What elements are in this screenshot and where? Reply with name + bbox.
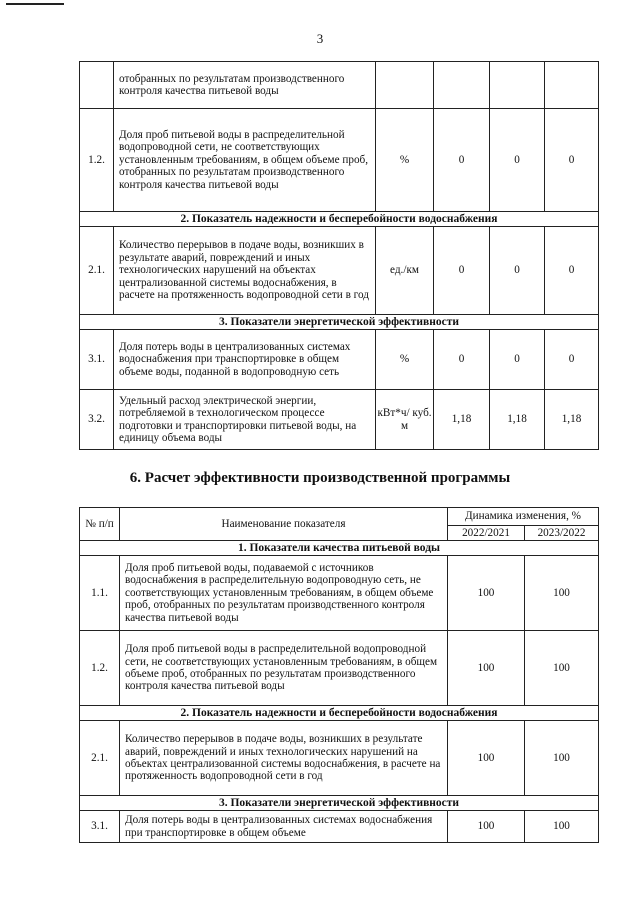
value-cell: 1,18: [434, 390, 490, 450]
header-row: [80, 508, 599, 526]
indicator-name: Доля потерь воды в централизованных системах водоснабжения при транспортировке в общем объеме: [120, 811, 448, 843]
value-cell: 100: [525, 721, 599, 796]
table-row: [80, 390, 599, 450]
table-row: [80, 330, 599, 390]
section-row: [80, 541, 599, 556]
indicator-name: Доля потерь воды в централизованных системах водоснабжения при транспортировке в общем объеме воды, поданной в водопроводную сеть: [114, 330, 376, 390]
row-number: 2.1.: [80, 227, 114, 315]
page-number: 3: [316, 31, 324, 46]
section-row: [80, 212, 599, 227]
row-number: 3.1.: [80, 811, 120, 843]
value-cell: 0: [490, 227, 545, 315]
value-cell: 100: [448, 556, 525, 631]
value-cell: [434, 62, 490, 109]
header-rule: [6, 3, 64, 5]
indicator-name: Доля проб питьевой воды, подаваемой с источников водоснабжения в распределительную водопроводную сеть, не соответствующих установленным требованиям, в общем объеме проб, отобранных по результатам производственного контроля качества питьевой воды: [120, 556, 448, 631]
table-row: [80, 227, 599, 315]
table-row: [80, 631, 599, 706]
row-number: 2.1.: [80, 721, 120, 796]
row-number: 1.2.: [80, 631, 120, 706]
efficiency-table: [79, 507, 599, 843]
indicator-name: Доля проб питьевой воды в распределительной водопроводной сети, не соответствующих установленным требованиям, в общем объеме проб, отобранных по результатам производственного контроля качества питьевой воды: [120, 631, 448, 706]
table-row: [80, 721, 599, 796]
value-cell: 0: [545, 227, 599, 315]
row-number: 1.1.: [80, 556, 120, 631]
value-cell: 0: [545, 330, 599, 390]
value-cell: [490, 62, 545, 109]
section-title: 3. Показатели энергетической эффективности: [80, 315, 599, 330]
section-row: [80, 706, 599, 721]
header-period: 2022/2021: [448, 526, 525, 541]
unit-cell: %: [376, 109, 434, 212]
indicator-name: отобранных по результатам производственного контроля качества питьевой воды: [114, 62, 376, 109]
value-cell: 1,18: [490, 390, 545, 450]
section-row: [80, 315, 599, 330]
unit-cell: кВт*ч/ куб. м: [376, 390, 434, 450]
section-title: 2. Показатель надежности и бесперебойности водоснабжения: [80, 212, 599, 227]
table-row: [80, 109, 599, 212]
value-cell: 0: [490, 109, 545, 212]
unit-cell: %: [376, 330, 434, 390]
value-cell: 0: [434, 227, 490, 315]
value-cell: 0: [434, 109, 490, 212]
value-cell: 100: [448, 721, 525, 796]
indicator-name: Доля проб питьевой воды в распределительной водопроводной сети, не соответствующих установленным требованиям, в общем объеме проб, отобранных по результатам производственного контроля качества питьевой воды: [114, 109, 376, 212]
value-cell: 0: [490, 330, 545, 390]
unit-cell: ед./км: [376, 227, 434, 315]
value-cell: 100: [448, 631, 525, 706]
value-cell: [545, 62, 599, 109]
table-row: [80, 556, 599, 631]
value-cell: 100: [525, 556, 599, 631]
section-title: 3. Показатели энергетической эффективности: [80, 796, 599, 811]
section-title: 1. Показатели качества питьевой воды: [80, 541, 599, 556]
header-indicator: Наименование показателя: [120, 508, 448, 541]
row-number: [80, 62, 114, 109]
value-cell: 0: [545, 109, 599, 212]
value-cell: 1,18: [545, 390, 599, 450]
section-title: 2. Показатель надежности и бесперебойности водоснабжения: [80, 706, 599, 721]
header-period: 2023/2022: [525, 526, 599, 541]
value-cell: 0: [434, 330, 490, 390]
table-row: [80, 62, 599, 109]
header-number: № п/п: [80, 508, 120, 541]
section-row: [80, 796, 599, 811]
value-cell: 100: [525, 811, 599, 843]
indicator-name: Количество перерывов в подаче воды, возникших в результате аварий, повреждений и иных технологических нарушений на объектах централизованной системы водоснабжения, в расчете на протяженность водопроводной сети в год: [120, 721, 448, 796]
row-number: 3.2.: [80, 390, 114, 450]
indicators-table: [79, 61, 599, 450]
indicator-name: Количество перерывов в подаче воды, возникших в результате аварий, повреждений и иных технологических нарушений на объектах централизованной системы водоснабжения, в расчете на протяженность водопроводной сети в год: [114, 227, 376, 315]
unit-cell: [376, 62, 434, 109]
table-row: [80, 811, 599, 843]
row-number: 3.1.: [80, 330, 114, 390]
section-6-heading: 6. Расчет эффективности производственной программы: [129, 470, 511, 486]
indicator-name: Удельный расход электрической энергии, потребляемой в технологическом процессе подготовки и транспортировки питьевой воды, на единицу объема воды: [114, 390, 376, 450]
header-dynamics: Динамика изменения, %: [448, 508, 599, 526]
row-number: 1.2.: [80, 109, 114, 212]
value-cell: 100: [525, 631, 599, 706]
value-cell: 100: [448, 811, 525, 843]
